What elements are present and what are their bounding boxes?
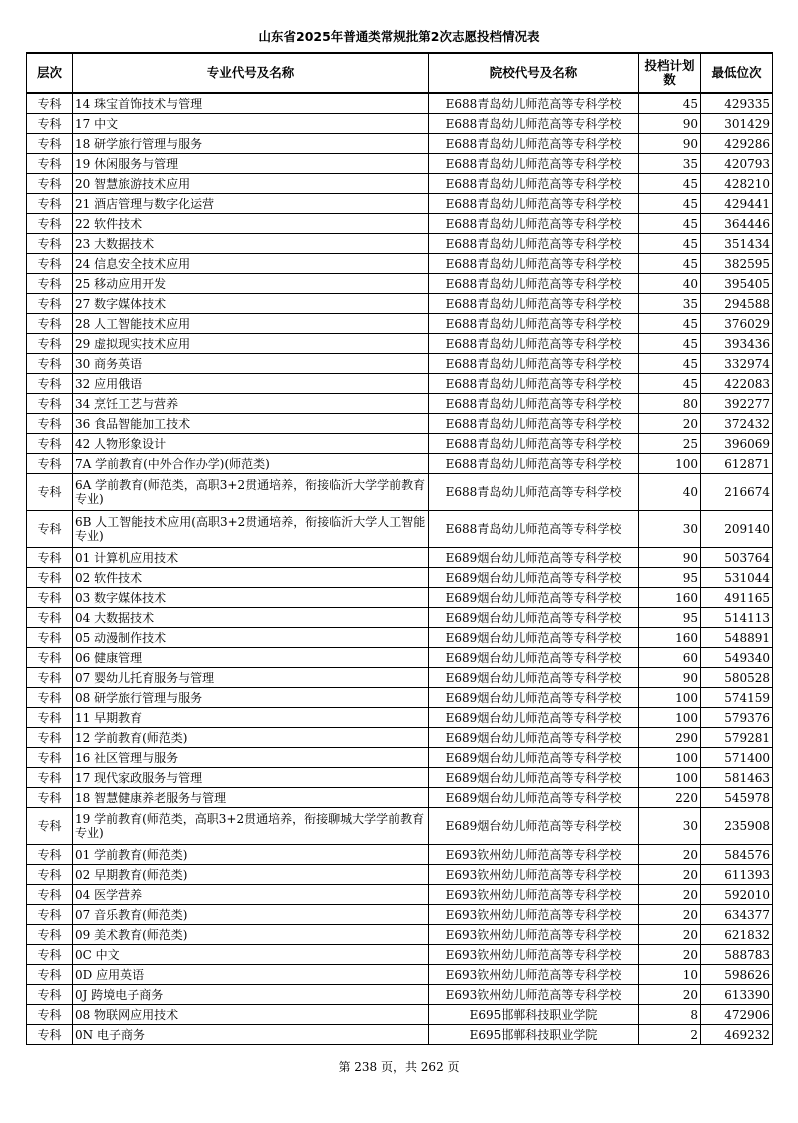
- cell-major: 17 中文: [73, 114, 429, 134]
- cell-rank: 420793: [701, 154, 773, 174]
- cell-quota: 25: [639, 434, 701, 454]
- cell-quota: 20: [639, 885, 701, 905]
- cell-rank: 592010: [701, 885, 773, 905]
- table-row: [27, 985, 773, 1005]
- table-row: [27, 454, 773, 474]
- cell-major: 18 智慧健康养老服务与管理: [73, 788, 429, 808]
- table-row: [27, 214, 773, 234]
- table-row: [27, 474, 773, 511]
- cell-rank: 598626: [701, 965, 773, 985]
- cell-major: 21 酒店管理与数字化运营: [73, 194, 429, 214]
- cell-quota: 95: [639, 608, 701, 628]
- cell-major: 05 动漫制作技术: [73, 628, 429, 648]
- cell-rank: 428210: [701, 174, 773, 194]
- table-row: [27, 434, 773, 454]
- cell-quota: 45: [639, 354, 701, 374]
- cell-level: 专科: [27, 314, 73, 334]
- cell-major: 6A 学前教育(师范类，高职3+2贯通培养，衔接临沂大学学前教育专业): [73, 474, 429, 511]
- cell-quota: 100: [639, 708, 701, 728]
- cell-quota: 90: [639, 114, 701, 134]
- cell-quota: 20: [639, 945, 701, 965]
- cell-school: E689烟台幼儿师范高等专科学校: [429, 688, 639, 708]
- cell-level: 专科: [27, 608, 73, 628]
- cell-level: 专科: [27, 865, 73, 885]
- cell-school: E689烟台幼儿师范高等专科学校: [429, 748, 639, 768]
- table-row: [27, 808, 773, 845]
- cell-rank: 395405: [701, 274, 773, 294]
- cell-school: E689烟台幼儿师范高等专科学校: [429, 568, 639, 588]
- cell-school: E688青岛幼儿师范高等专科学校: [429, 434, 639, 454]
- cell-quota: 40: [639, 274, 701, 294]
- cell-major: 28 人工智能技术应用: [73, 314, 429, 334]
- cell-school: E689烟台幼儿师范高等专科学校: [429, 788, 639, 808]
- table-row: [27, 174, 773, 194]
- cell-rank: 621832: [701, 925, 773, 945]
- cell-school: E688青岛幼儿师范高等专科学校: [429, 474, 639, 511]
- cell-rank: 588783: [701, 945, 773, 965]
- cell-rank: 294588: [701, 294, 773, 314]
- cell-level: 专科: [27, 885, 73, 905]
- cell-rank: 376029: [701, 314, 773, 334]
- cell-school: E688青岛幼儿师范高等专科学校: [429, 374, 639, 394]
- cell-quota: 45: [639, 314, 701, 334]
- cell-level: 专科: [27, 1005, 73, 1025]
- table-row: [27, 945, 773, 965]
- cell-quota: 20: [639, 985, 701, 1005]
- table-row: [27, 374, 773, 394]
- cell-rank: 216674: [701, 474, 773, 511]
- cell-quota: 20: [639, 905, 701, 925]
- cell-level: 专科: [27, 214, 73, 234]
- cell-quota: 45: [639, 194, 701, 214]
- admission-table: [26, 52, 773, 1045]
- cell-school: E688青岛幼儿师范高等专科学校: [429, 414, 639, 434]
- cell-rank: 429441: [701, 194, 773, 214]
- cell-level: 专科: [27, 945, 73, 965]
- cell-rank: 332974: [701, 354, 773, 374]
- cell-quota: 100: [639, 768, 701, 788]
- table-header-row: [27, 53, 773, 93]
- table-row: [27, 688, 773, 708]
- cell-rank: 613390: [701, 985, 773, 1005]
- cell-level: 专科: [27, 925, 73, 945]
- cell-level: 专科: [27, 588, 73, 608]
- table-row: [27, 1025, 773, 1045]
- cell-major: 34 烹饪工艺与营养: [73, 394, 429, 414]
- cell-school: E688青岛幼儿师范高等专科学校: [429, 93, 639, 114]
- cell-rank: 472906: [701, 1005, 773, 1025]
- cell-quota: 35: [639, 154, 701, 174]
- cell-quota: 100: [639, 454, 701, 474]
- cell-quota: 100: [639, 748, 701, 768]
- table-row: [27, 548, 773, 568]
- cell-level: 专科: [27, 274, 73, 294]
- cell-school: E689烟台幼儿师范高等专科学校: [429, 768, 639, 788]
- cell-school: E688青岛幼儿师范高等专科学校: [429, 134, 639, 154]
- cell-rank: 382595: [701, 254, 773, 274]
- table-body: [27, 93, 773, 1045]
- cell-quota: 40: [639, 474, 701, 511]
- cell-rank: 579281: [701, 728, 773, 748]
- cell-rank: 579376: [701, 708, 773, 728]
- table-row: [27, 905, 773, 925]
- cell-rank: 531044: [701, 568, 773, 588]
- table-row: [27, 588, 773, 608]
- cell-quota: 90: [639, 134, 701, 154]
- cell-quota: 160: [639, 588, 701, 608]
- cell-quota: 45: [639, 234, 701, 254]
- table-row: [27, 274, 773, 294]
- header-quota: 投档计划数: [639, 53, 701, 93]
- cell-major: 07 婴幼儿托育服务与管理: [73, 668, 429, 688]
- cell-rank: 580528: [701, 668, 773, 688]
- cell-school: E688青岛幼儿师范高等专科学校: [429, 294, 639, 314]
- cell-major: 12 学前教育(师范类): [73, 728, 429, 748]
- cell-rank: 545978: [701, 788, 773, 808]
- cell-school: E688青岛幼儿师范高等专科学校: [429, 454, 639, 474]
- table-row: [27, 414, 773, 434]
- cell-quota: 160: [639, 628, 701, 648]
- cell-quota: 2: [639, 1025, 701, 1045]
- table-row: [27, 194, 773, 214]
- cell-rank: 634377: [701, 905, 773, 925]
- cell-school: E688青岛幼儿师范高等专科学校: [429, 174, 639, 194]
- cell-quota: 95: [639, 568, 701, 588]
- cell-major: 0N 电子商务: [73, 1025, 429, 1045]
- cell-level: 专科: [27, 845, 73, 865]
- cell-major: 32 应用俄语: [73, 374, 429, 394]
- cell-quota: 60: [639, 648, 701, 668]
- table-row: [27, 93, 773, 114]
- table-row: [27, 768, 773, 788]
- cell-level: 专科: [27, 648, 73, 668]
- cell-school: E688青岛幼儿师范高等专科学校: [429, 354, 639, 374]
- cell-rank: 549340: [701, 648, 773, 668]
- cell-school: E689烟台幼儿师范高等专科学校: [429, 548, 639, 568]
- cell-school: E688青岛幼儿师范高等专科学校: [429, 394, 639, 414]
- cell-rank: 429286: [701, 134, 773, 154]
- cell-level: 专科: [27, 93, 73, 114]
- cell-quota: 290: [639, 728, 701, 748]
- cell-major: 0C 中文: [73, 945, 429, 965]
- cell-level: 专科: [27, 965, 73, 985]
- header-rank: 最低位次: [701, 53, 773, 93]
- cell-rank: 396069: [701, 434, 773, 454]
- cell-school: E688青岛幼儿师范高等专科学校: [429, 314, 639, 334]
- cell-major: 18 研学旅行管理与服务: [73, 134, 429, 154]
- table-row: [27, 294, 773, 314]
- cell-rank: 393436: [701, 334, 773, 354]
- cell-school: E688青岛幼儿师范高等专科学校: [429, 274, 639, 294]
- cell-school: E693钦州幼儿师范高等专科学校: [429, 985, 639, 1005]
- cell-rank: 392277: [701, 394, 773, 414]
- cell-school: E693钦州幼儿师范高等专科学校: [429, 945, 639, 965]
- cell-level: 专科: [27, 374, 73, 394]
- cell-major: 42 人物形象设计: [73, 434, 429, 454]
- cell-major: 08 物联网应用技术: [73, 1005, 429, 1025]
- cell-school: E689烟台幼儿师范高等专科学校: [429, 708, 639, 728]
- cell-school: E688青岛幼儿师范高等专科学校: [429, 214, 639, 234]
- cell-major: 04 大数据技术: [73, 608, 429, 628]
- cell-rank: 301429: [701, 114, 773, 134]
- cell-rank: 584576: [701, 845, 773, 865]
- header-major: 专业代号及名称: [73, 53, 429, 93]
- cell-major: 29 虚拟现实技术应用: [73, 334, 429, 354]
- cell-level: 专科: [27, 788, 73, 808]
- table-row: [27, 1005, 773, 1025]
- cell-quota: 10: [639, 965, 701, 985]
- cell-rank: 611393: [701, 865, 773, 885]
- cell-major: 03 数字媒体技术: [73, 588, 429, 608]
- cell-school: E688青岛幼儿师范高等专科学校: [429, 334, 639, 354]
- cell-level: 专科: [27, 1025, 73, 1045]
- cell-level: 专科: [27, 708, 73, 728]
- table-row: [27, 608, 773, 628]
- table-row: [27, 394, 773, 414]
- cell-major: 22 软件技术: [73, 214, 429, 234]
- cell-rank: 351434: [701, 234, 773, 254]
- table-row: [27, 925, 773, 945]
- cell-school: E689烟台幼儿师范高等专科学校: [429, 668, 639, 688]
- cell-school: E693钦州幼儿师范高等专科学校: [429, 885, 639, 905]
- table-row: [27, 334, 773, 354]
- cell-level: 专科: [27, 985, 73, 1005]
- cell-rank: 514113: [701, 608, 773, 628]
- cell-quota: 100: [639, 688, 701, 708]
- table-row: [27, 865, 773, 885]
- cell-school: E689烟台幼儿师范高等专科学校: [429, 628, 639, 648]
- cell-quota: 90: [639, 668, 701, 688]
- cell-rank: 209140: [701, 511, 773, 548]
- cell-quota: 20: [639, 845, 701, 865]
- cell-rank: 574159: [701, 688, 773, 708]
- cell-rank: 429335: [701, 93, 773, 114]
- cell-quota: 90: [639, 548, 701, 568]
- cell-school: E688青岛幼儿师范高等专科学校: [429, 114, 639, 134]
- cell-quota: 45: [639, 174, 701, 194]
- cell-major: 16 社区管理与服务: [73, 748, 429, 768]
- cell-school: E689烟台幼儿师范高等专科学校: [429, 648, 639, 668]
- cell-major: 07 音乐教育(师范类): [73, 905, 429, 925]
- cell-level: 专科: [27, 628, 73, 648]
- table-row: [27, 708, 773, 728]
- cell-level: 专科: [27, 728, 73, 748]
- table-row: [27, 134, 773, 154]
- cell-major: 06 健康管理: [73, 648, 429, 668]
- cell-level: 专科: [27, 434, 73, 454]
- cell-school: E689烟台幼儿师范高等专科学校: [429, 608, 639, 628]
- cell-school: E688青岛幼儿师范高等专科学校: [429, 234, 639, 254]
- header-school: 院校代号及名称: [429, 53, 639, 93]
- cell-rank: 364446: [701, 214, 773, 234]
- header-level: 层次: [27, 53, 73, 93]
- cell-major: 0D 应用英语: [73, 965, 429, 985]
- table-row: [27, 314, 773, 334]
- cell-level: 专科: [27, 154, 73, 174]
- table-row: [27, 668, 773, 688]
- cell-rank: 372432: [701, 414, 773, 434]
- cell-quota: 45: [639, 334, 701, 354]
- cell-major: 0J 跨境电子商务: [73, 985, 429, 1005]
- table-row: [27, 885, 773, 905]
- cell-rank: 491165: [701, 588, 773, 608]
- cell-level: 专科: [27, 174, 73, 194]
- cell-school: E693钦州幼儿师范高等专科学校: [429, 925, 639, 945]
- table-row: [27, 511, 773, 548]
- table-row: [27, 628, 773, 648]
- cell-school: E688青岛幼儿师范高等专科学校: [429, 254, 639, 274]
- cell-major: 08 研学旅行管理与服务: [73, 688, 429, 708]
- cell-level: 专科: [27, 354, 73, 374]
- cell-level: 专科: [27, 334, 73, 354]
- cell-school: E693钦州幼儿师范高等专科学校: [429, 865, 639, 885]
- cell-major: 02 软件技术: [73, 568, 429, 588]
- cell-major: 6B 人工智能技术应用(高职3+2贯通培养，衔接临沂大学人工智能专业): [73, 511, 429, 548]
- cell-quota: 30: [639, 808, 701, 845]
- page-title: 山东省2025年普通类常规批第2次志愿投档情况表: [258, 29, 540, 44]
- table-row: [27, 845, 773, 865]
- cell-level: 专科: [27, 254, 73, 274]
- cell-major: 27 数字媒体技术: [73, 294, 429, 314]
- cell-quota: 35: [639, 294, 701, 314]
- cell-school: E695邯郸科技职业学院: [429, 1005, 639, 1025]
- cell-quota: 45: [639, 254, 701, 274]
- cell-school: E693钦州幼儿师范高等专科学校: [429, 905, 639, 925]
- cell-level: 专科: [27, 234, 73, 254]
- cell-level: 专科: [27, 134, 73, 154]
- cell-major: 09 美术教育(师范类): [73, 925, 429, 945]
- cell-level: 专科: [27, 511, 73, 548]
- cell-major: 14 珠宝首饰技术与管理: [73, 93, 429, 114]
- table-row: [27, 648, 773, 668]
- cell-major: 01 学前教育(师范类): [73, 845, 429, 865]
- cell-major: 01 计算机应用技术: [73, 548, 429, 568]
- cell-rank: 469232: [701, 1025, 773, 1045]
- cell-rank: 612871: [701, 454, 773, 474]
- cell-school: E688青岛幼儿师范高等专科学校: [429, 194, 639, 214]
- cell-level: 专科: [27, 808, 73, 845]
- cell-school: E695邯郸科技职业学院: [429, 1025, 639, 1045]
- cell-major: 20 智慧旅游技术应用: [73, 174, 429, 194]
- cell-major: 24 信息安全技术应用: [73, 254, 429, 274]
- table-row: [27, 568, 773, 588]
- cell-level: 专科: [27, 568, 73, 588]
- cell-level: 专科: [27, 394, 73, 414]
- cell-quota: 80: [639, 394, 701, 414]
- cell-school: E689烟台幼儿师范高等专科学校: [429, 808, 639, 845]
- cell-quota: 220: [639, 788, 701, 808]
- table-row: [27, 354, 773, 374]
- cell-level: 专科: [27, 548, 73, 568]
- cell-major: 17 现代家政服务与管理: [73, 768, 429, 788]
- cell-major: 7A 学前教育(中外合作办学)(师范类): [73, 454, 429, 474]
- cell-school: E688青岛幼儿师范高等专科学校: [429, 511, 639, 548]
- cell-level: 专科: [27, 768, 73, 788]
- page-footer: 第 238 页，共 262 页: [338, 1060, 460, 1074]
- cell-quota: 20: [639, 925, 701, 945]
- cell-school: E693钦州幼儿师范高等专科学校: [429, 965, 639, 985]
- cell-quota: 45: [639, 214, 701, 234]
- cell-quota: 20: [639, 865, 701, 885]
- table-row: [27, 114, 773, 134]
- cell-major: 23 大数据技术: [73, 234, 429, 254]
- cell-level: 专科: [27, 688, 73, 708]
- cell-rank: 503764: [701, 548, 773, 568]
- table-row: [27, 788, 773, 808]
- cell-rank: 581463: [701, 768, 773, 788]
- cell-quota: 45: [639, 374, 701, 394]
- cell-major: 02 早期教育(师范类): [73, 865, 429, 885]
- cell-level: 专科: [27, 668, 73, 688]
- table-row: [27, 728, 773, 748]
- cell-quota: 45: [639, 93, 701, 114]
- cell-major: 04 医学营养: [73, 885, 429, 905]
- table-row: [27, 965, 773, 985]
- cell-school: E688青岛幼儿师范高等专科学校: [429, 154, 639, 174]
- cell-level: 专科: [27, 414, 73, 434]
- table-row: [27, 154, 773, 174]
- cell-quota: 20: [639, 414, 701, 434]
- cell-major: 30 商务英语: [73, 354, 429, 374]
- table-row: [27, 234, 773, 254]
- cell-rank: 548891: [701, 628, 773, 648]
- cell-level: 专科: [27, 114, 73, 134]
- cell-level: 专科: [27, 748, 73, 768]
- cell-major: 36 食品智能加工技术: [73, 414, 429, 434]
- cell-major: 19 学前教育(师范类，高职3+2贯通培养，衔接聊城大学学前教育专业): [73, 808, 429, 845]
- cell-level: 专科: [27, 294, 73, 314]
- table-row: [27, 748, 773, 768]
- cell-major: 25 移动应用开发: [73, 274, 429, 294]
- cell-school: E689烟台幼儿师范高等专科学校: [429, 588, 639, 608]
- cell-quota: 30: [639, 511, 701, 548]
- cell-rank: 422083: [701, 374, 773, 394]
- cell-level: 专科: [27, 454, 73, 474]
- cell-level: 专科: [27, 474, 73, 511]
- cell-level: 专科: [27, 905, 73, 925]
- cell-quota: 8: [639, 1005, 701, 1025]
- cell-rank: 571400: [701, 748, 773, 768]
- cell-rank: 235908: [701, 808, 773, 845]
- table-row: [27, 254, 773, 274]
- cell-school: E693钦州幼儿师范高等专科学校: [429, 845, 639, 865]
- cell-school: E689烟台幼儿师范高等专科学校: [429, 728, 639, 748]
- cell-major: 11 早期教育: [73, 708, 429, 728]
- cell-major: 19 休闲服务与管理: [73, 154, 429, 174]
- cell-level: 专科: [27, 194, 73, 214]
